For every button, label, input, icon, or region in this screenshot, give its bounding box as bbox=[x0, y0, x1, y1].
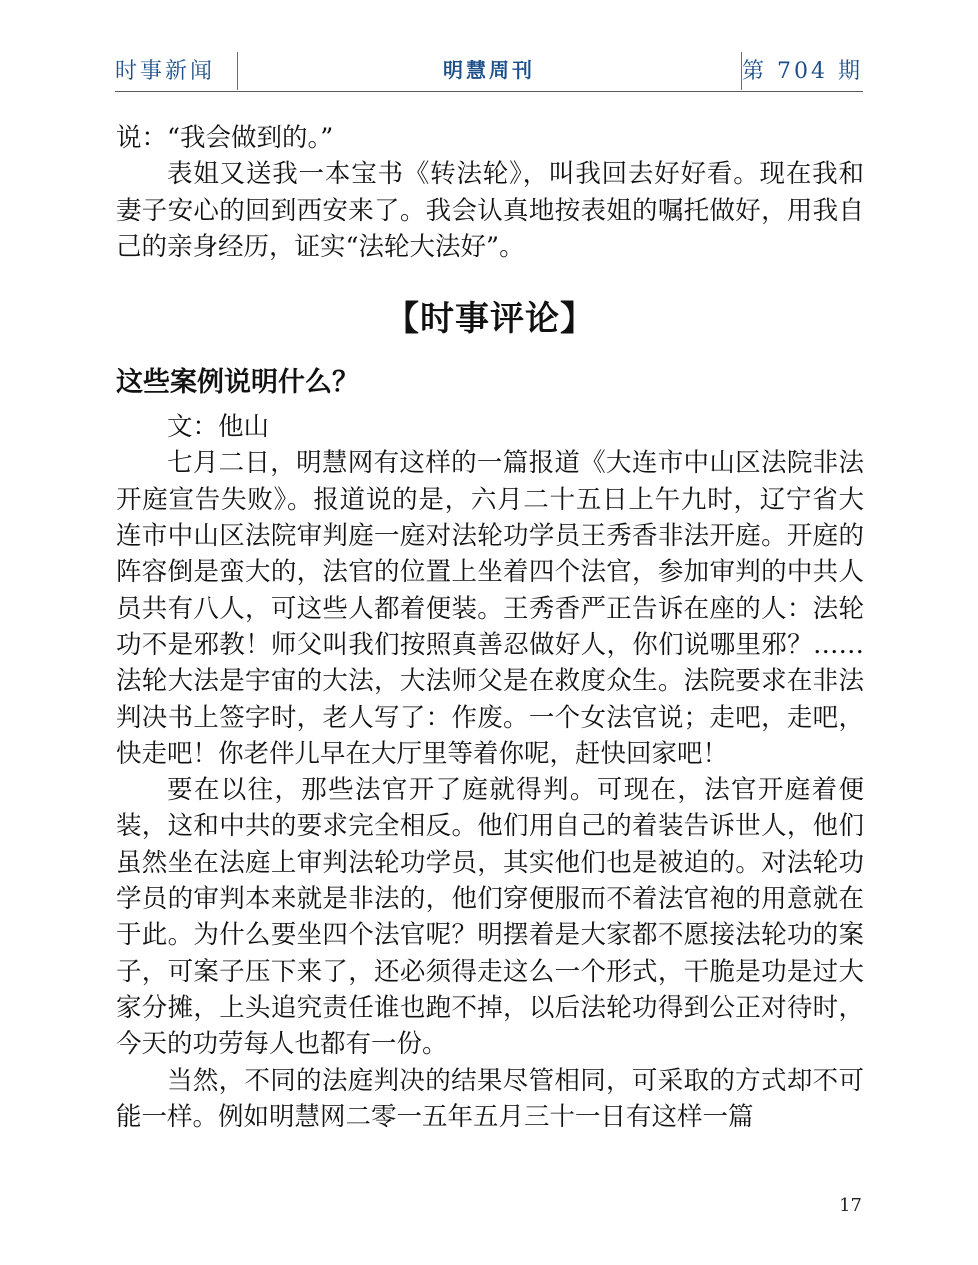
article-paragraph: 要在以往，那些法官开了庭就得判。可现在，法官开庭着便装，这和中共的要求完全相反。他们用自己的着装告诉世人，他们虽然坐在法庭上审判法轮功学员，其实他们也是被迫的。对法轮功学员的审判本来就是非法的，他们穿便服而不着法官袍的用意就在于此。为什么要坐四个法官呢？明摆着是大家都不愿接法轮功的案子，可案子压下来了，还必须得走这么一个形式，干脆是功是过大家分摊，上头追究责任谁也跑不掉，以后法轮功得到公正对待时，今天的功劳每人也都有一份。 bbox=[116, 775, 864, 1060]
intro-paragraph: 说：“我会做到的。” bbox=[116, 123, 334, 153]
intro-paragraph: 表姐又送我一本宝书《转法轮》，叫我回去好好看。现在我和妻子安心的回到西安来了。我会认真地按表姐的嘱托做好，用我自己的亲身经历，证实“法轮大法好”。 bbox=[116, 159, 864, 262]
article-paragraph: 七月二日，明慧网有这样的一篇报道《大连市中山区法院非法开庭宣告失败》。报道说的是，六月二十五日上午九时，辽宁省大连市中山区法院审判庭一庭对法轮功学员王秀香非法开庭。开庭的阵容倒是蛮大的，法官的位置上坐着四个法官，参加审判的中共人员共有八人，可这些人都着便装。王秀香严正告诉在座的人：法轮功不是邪教！师父叫我们按照真善忍做好人，你们说哪里邪？……法轮大法是宇宙的大法，大法师父是在救度众生。法院要求在非法判决书上签字时，老人写了：作废。一个女法官说；走吧，走吧，快走吧！你老伴儿早在大厅里等着你呢，赶快回家吧！ bbox=[116, 448, 864, 769]
article-title: 这些案例说明什么？ bbox=[116, 367, 359, 399]
section-title: 【时事评论】 bbox=[385, 299, 595, 340]
page-number: 17 bbox=[839, 1195, 862, 1216]
article-paragraph: 当然，不同的法庭判决的结果尽管相同，可采取的方式却不可能一样。例如明慧网二零一五年五月三十一日有这样一篇 bbox=[116, 1065, 864, 1132]
header-section-label: 时事新闻 bbox=[115, 59, 216, 84]
article-byline: 文：他山 bbox=[167, 412, 270, 443]
header-rule bbox=[115, 91, 863, 92]
page-body bbox=[116, 120, 864, 1135]
header-publication-title: 明慧周刊 bbox=[443, 58, 535, 82]
running-header bbox=[115, 52, 863, 92]
header-issue-number: 第 704 期 bbox=[742, 59, 863, 84]
